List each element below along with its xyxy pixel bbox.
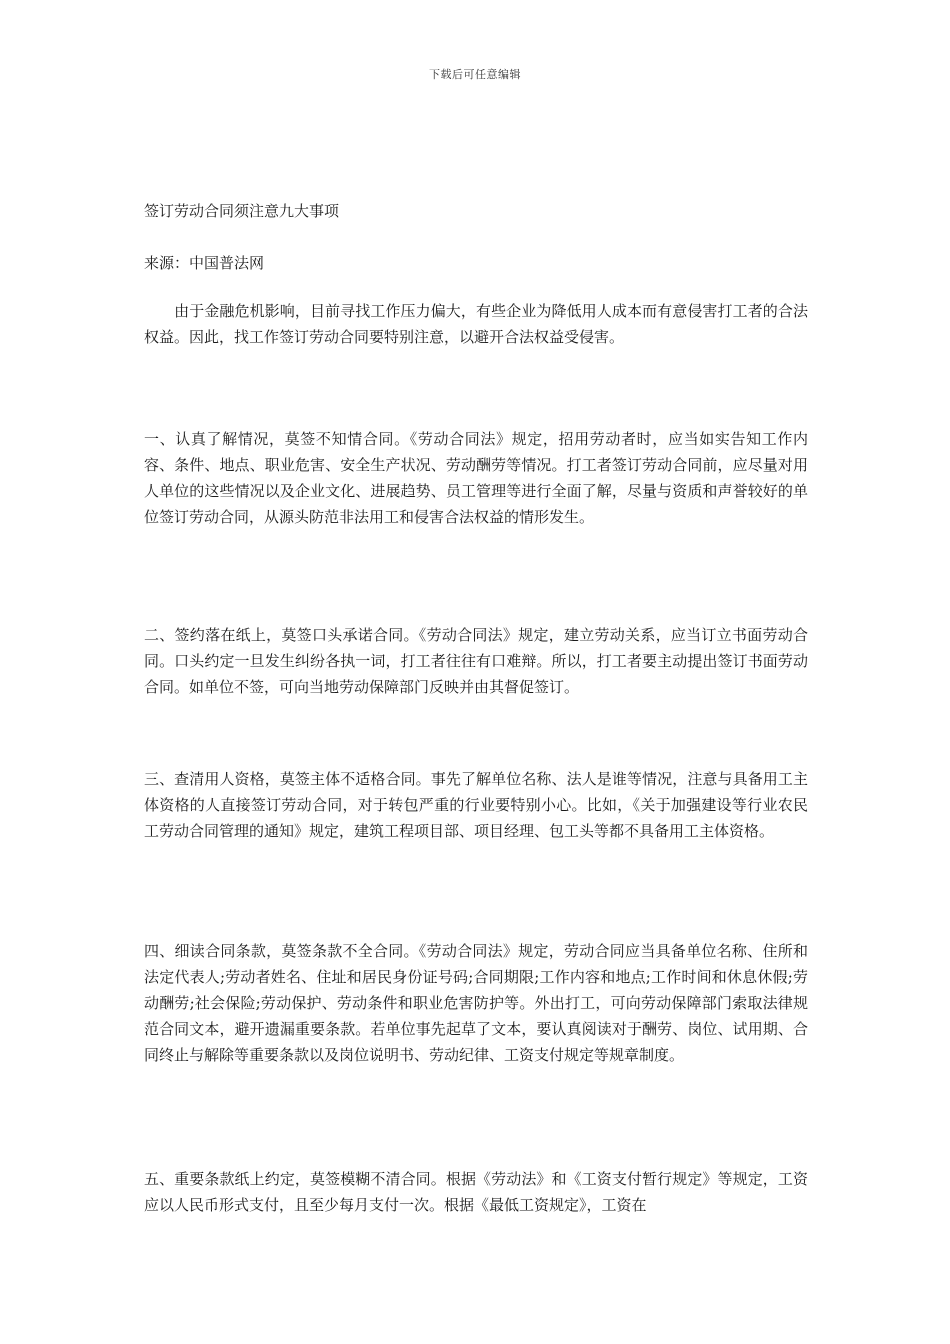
article-intro (144, 298, 808, 350)
article-item-3: 三、查清用人资格，莫签主体不适格合同。事先了解单位名称、法人是谁等情况，注意与具备用工主体资格的人直接签订劳动合同，对于转包严重的行业要特别小心。比如，《关于加强建设等行业农民工劳动合同管理的通知》规定，建筑工程项目部、项目经理、包工头等都不具备用工主体资格。 (144, 770, 808, 840)
article-item-2: 二、签约落在纸上，莫签口头承诺合同。《劳动合同法》规定，建立劳动关系，应当订立书面劳动合同。口头约定一旦发生纠纷各执一词，打工者往往有口难辩。所以，打工者要主动提出签订书面劳动合同。如单位不签，可向当地劳动保障部门反映并由其督促签订。 (144, 626, 808, 696)
article-item-5: 五、重要条款纸上约定，莫签模糊不清合同。根据《劳动法》和《工资支付暂行规定》等规定，工资应以人民币形式支付，且至少每月支付一次。根据《最低工资规定》，工资在 (144, 1170, 808, 1214)
page-header-note: 下载后可任意编辑 (429, 68, 521, 81)
article-item-4: 四、细读合同条款，莫签条款不全合同。《劳动合同法》规定，劳动合同应当具备单位名称、住所和法定代表人;劳动者姓名、住址和居民身份证号码;合同期限;工作内容和地点;工作时间和休息休假;劳动酬劳;社会保险;劳动保护、劳动条件和职业危害防护等。外出打工，可向劳动保障部门索取法律规范合同文本，避开遗漏重要条款。若单位事先起草了文本，要认真阅读对于酬劳、岗位、试用期、合同终止与解除等重要条款以及岗位说明书、劳动纪律、工资支付规定等规章制度。 (144, 942, 808, 1064)
article-title: 签订劳动合同须注意九大事项 (144, 202, 340, 220)
article-intro-text: 由于金融危机影响，目前寻找工作压力偏大，有些企业为降低用人成本而有意侵害打工者的合法权益。因此，找工作签订劳动合同要特别注意，以避开合法权益受侵害。 (144, 302, 808, 346)
article-item-1: 一、认真了解情况，莫签不知情合同。《劳动合同法》规定，招用劳动者时，应当如实告知工作内容、条件、地点、职业危害、安全生产状况、劳动酬劳等情况。打工者签订劳动合同前，应尽量对用人单位的这些情况以及企业文化、进展趋势、员工管理等进行全面了解，尽量与资质和声誉较好的单位签订劳动合同，从源头防范非法用工和侵害合法权益的情形发生。 (144, 430, 808, 526)
article-source: 来源：中国普法网 (144, 254, 265, 272)
